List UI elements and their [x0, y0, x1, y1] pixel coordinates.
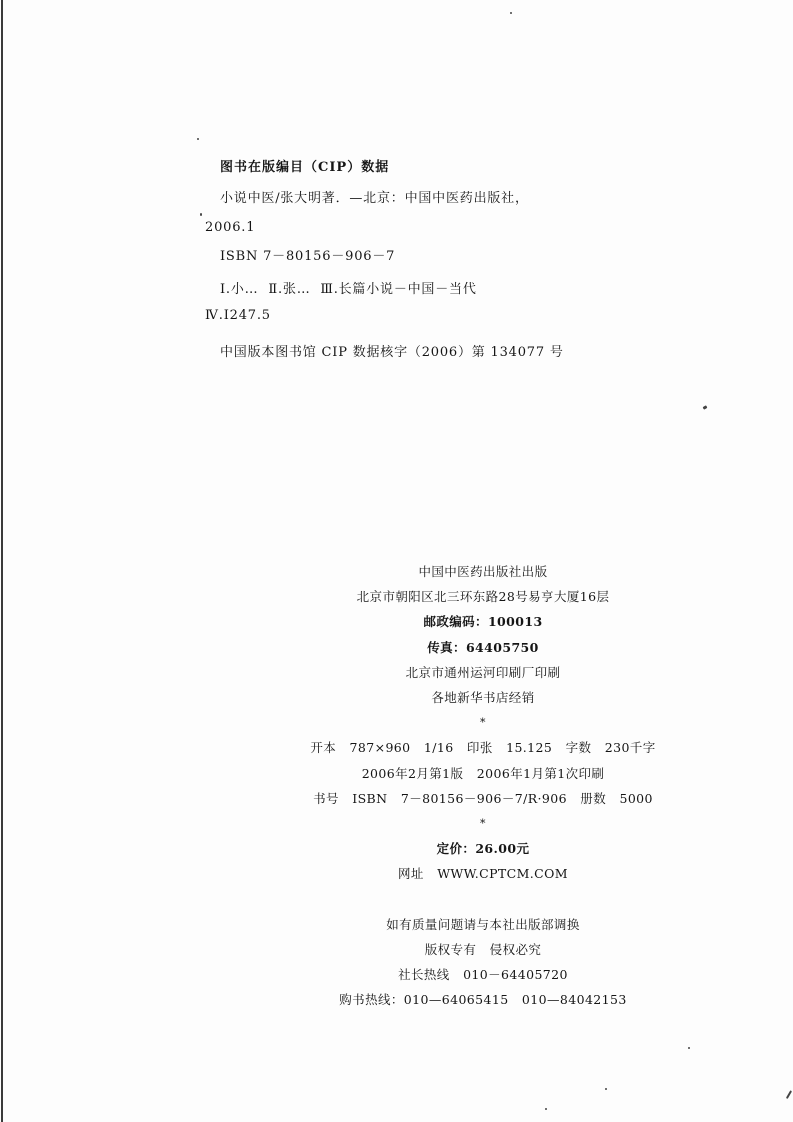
scan-speck	[703, 405, 708, 410]
imprint-book-number: 书号 ISBN 7－80156－906－7/R·906 册数 5000	[313, 790, 653, 806]
notice-rights: 版权专有 侵权必究	[424, 941, 542, 957]
imprint-publisher: 中国中医药出版社出版	[418, 564, 548, 579]
imprint-blank-line	[283, 886, 683, 911]
cip-isbn: ISBN 7－80156－906－7	[220, 249, 396, 264]
scan-speck	[605, 1088, 607, 1090]
scan-speck	[200, 213, 202, 216]
scan-edge-line	[1, 0, 3, 1122]
cip-entry-line1: 小说中医/张大明著．—北京：中国中医药出版社，	[220, 191, 529, 206]
imprint-block	[283, 559, 683, 1012]
scan-speck	[688, 1047, 690, 1049]
imprint-edition: 2006年2月第1版 2006年1月第1次印刷	[361, 765, 605, 781]
imprint-printer: 北京市通州运河印刷厂印刷	[405, 664, 561, 680]
imprint-distributor: 各地新华书店经销	[431, 689, 535, 705]
cip-classification: Ⅳ.I247.5	[205, 308, 271, 323]
notice-sales-hotline: 购书热线：010—64065415 010—84042153	[339, 992, 627, 1008]
imprint-website: 网址 WWW.CPTCM.COM	[398, 866, 568, 882]
cip-number: 中国版本图书馆 CIP 数据核字（2006）第 134077 号	[220, 345, 564, 360]
imprint-fax: 传真：64405750	[427, 639, 539, 655]
imprint-price: 定价：26.00元	[436, 841, 530, 857]
notice-exchange: 如有质量问题请与本社出版部调换	[386, 916, 580, 932]
notice-director-hotline: 社长热线 010－64405720	[398, 967, 568, 982]
cip-heading: 图书在版编目（CIP）数据	[220, 160, 390, 175]
imprint-separator: *	[480, 716, 486, 730]
cip-subjects: Ⅰ.小… Ⅱ.张… Ⅲ.长篇小说－中国－当代	[220, 282, 477, 297]
imprint-address: 北京市朝阳区北三环东路28号易亨大厦16层	[356, 589, 610, 605]
imprint-specs: 开本 787×960 1/16 印张 15.125 字数 230千字	[310, 740, 656, 756]
imprint-separator: *	[480, 816, 486, 830]
scan-speck	[786, 1090, 792, 1099]
scan-speck	[545, 1108, 547, 1110]
cip-entry-line2: 2006.1	[205, 220, 256, 235]
imprint-postcode: 邮政编码：100013	[423, 614, 543, 630]
scan-speck	[510, 12, 512, 14]
scan-speck	[197, 138, 199, 140]
